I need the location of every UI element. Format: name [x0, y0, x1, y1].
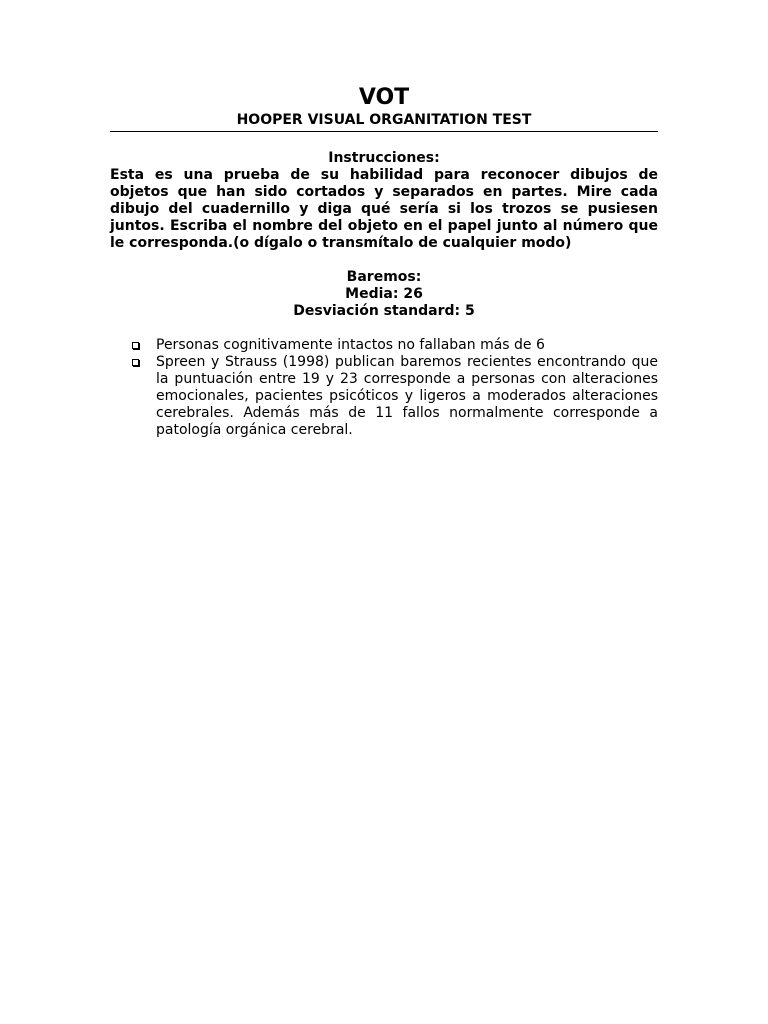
baremos-section	[110, 269, 658, 320]
desviacion-value: Desviación standard: 5	[293, 303, 475, 319]
baremos-heading: Baremos:	[346, 269, 422, 285]
list-item-text: Personas cognitivamente intactos no fallaban más de 6	[156, 337, 545, 353]
notes-list	[110, 337, 658, 439]
instructions-body: Esta es una prueba de su habilidad para reconocer dibujos de objetos que han sido cortados y separados en partes. Mire cada dibujo del cuadernillo y diga qué sería si los trozos se pusiesen juntos. Escriba el nombre del objeto en el papel junto al número que le corresponda.(o dígalo o transmítalo de cualquier modo)	[110, 167, 658, 251]
list-item	[156, 354, 658, 439]
list-item-text: Spreen y Strauss (1998) publican baremos recientes encontrando que la puntuación entre 19 y 23 corresponde a personas con alteraciones emocionales, pacientes psicóticos y ligeros a moderados alteraciones cerebrales. Además más de 11 fallos normalmente corresponde a patología orgánica cerebral.	[156, 354, 658, 438]
square-bullet-icon	[132, 342, 139, 349]
list-item	[156, 337, 658, 354]
document-subtitle: HOOPER VISUAL ORGANITATION TEST	[110, 112, 658, 132]
media-value: Media: 26	[345, 286, 423, 302]
square-bullet-icon	[132, 359, 139, 366]
instructions-heading: Instrucciones:	[328, 150, 440, 166]
document-title: VOT	[358, 85, 410, 110]
document-page	[110, 84, 658, 439]
